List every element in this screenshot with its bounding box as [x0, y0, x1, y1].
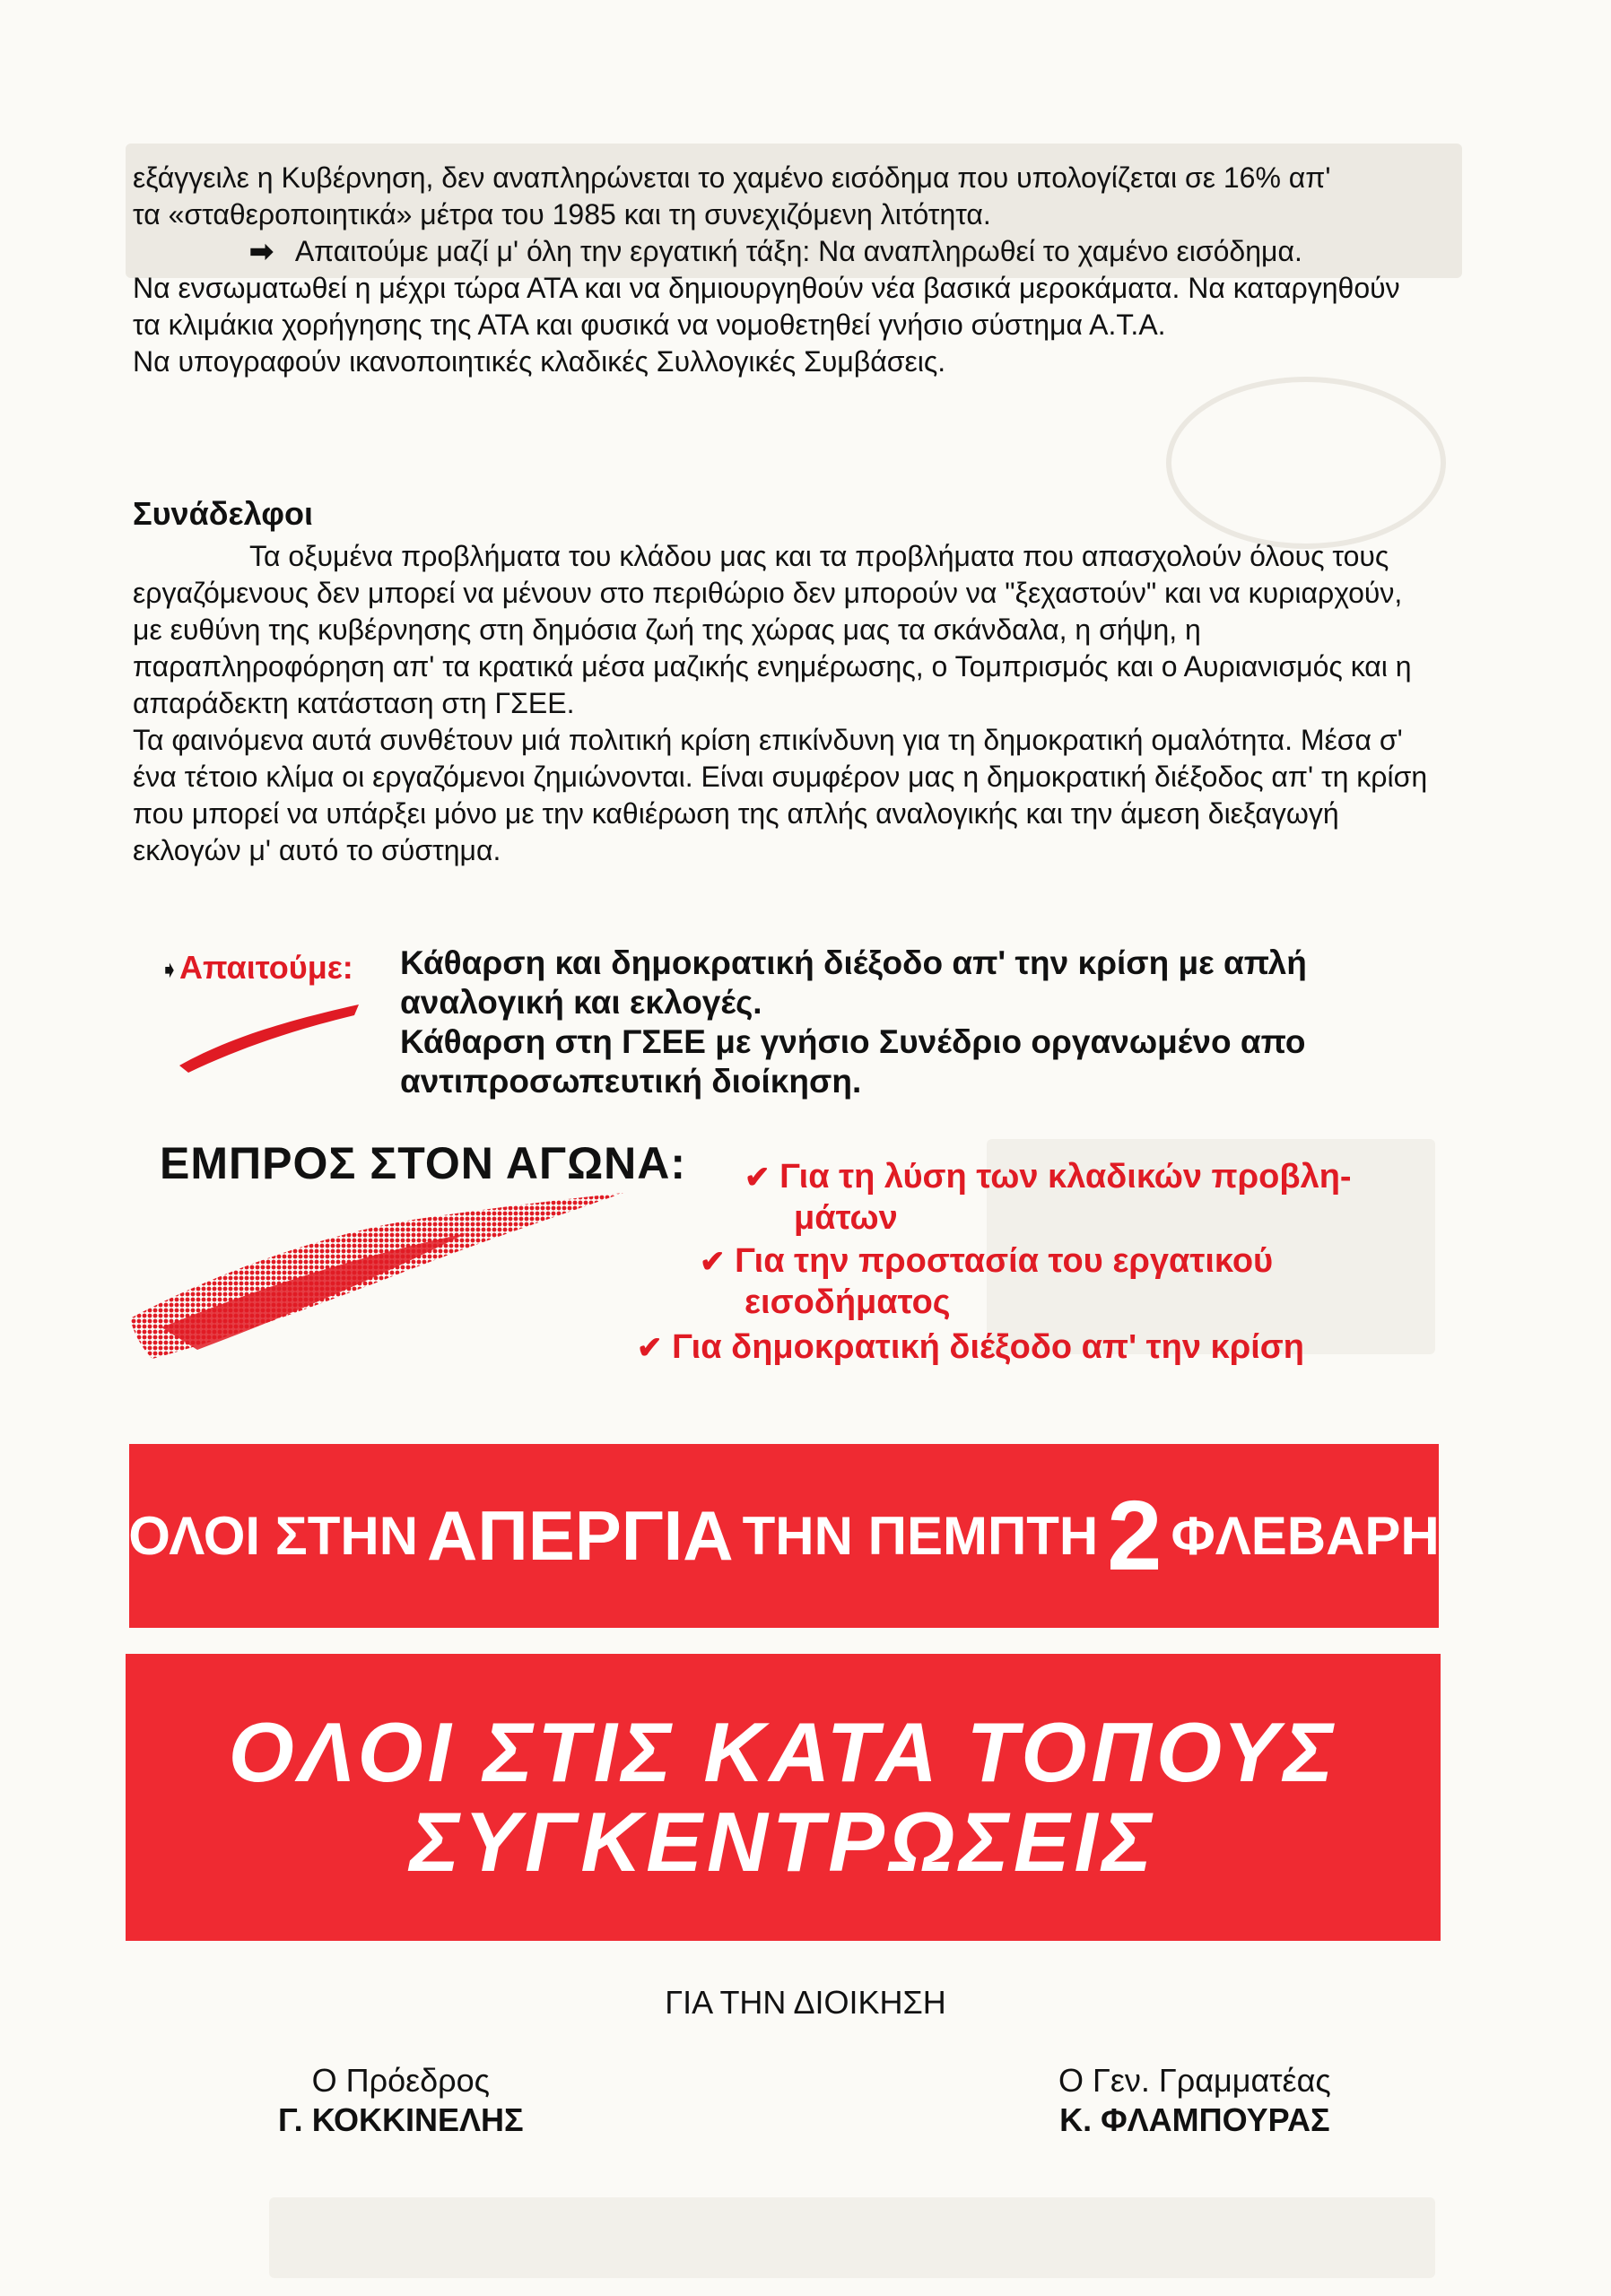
colleagues-paragraph	[133, 538, 1433, 869]
secretary-title: Ο Γεν. Γραμματέας	[1058, 2062, 1331, 2099]
arrow-icon: ➡	[249, 235, 274, 267]
banner1-part4: 2	[1107, 1481, 1163, 1591]
banner2-line2: ΣΥΓΚΕΝΤΡΩΣΕΙΣ	[409, 1795, 1157, 1889]
colleagues-para-1	[133, 538, 1433, 722]
showthrough-lines-lower	[269, 2197, 1435, 2278]
secretary-name: Κ. ΦΛΑΜΠΟΥΡΑΣ	[1059, 2101, 1330, 2138]
colleagues-heading: Συνάδελφοι	[133, 495, 313, 532]
forward-title: ΕΜΠΡΟΣ ΣΤΟΝ ΑΓΩΝΑ:	[160, 1138, 687, 1188]
goal-3-text: Για δημοκρατική διέξοδο απ' την κρίση	[672, 1328, 1305, 1366]
president-name: Γ. ΚΟΚΚΙΝΕΛΗΣ	[278, 2101, 524, 2138]
strike-banner	[129, 1444, 1439, 1628]
bullet-arrow-icon: ➧	[160, 956, 179, 983]
demand-item-2b: αντιπροσωπευτική διοίκηση.	[400, 1063, 862, 1100]
goal-3	[637, 1327, 1304, 1368]
red-brush-stroke-icon	[170, 996, 368, 1076]
intro-demand-line	[133, 233, 1433, 270]
check-icon: ✔	[637, 1331, 663, 1365]
banner1-part2: ΑΠΕΡΓΙΑ	[427, 1496, 734, 1575]
demand-item-1b: αναλογική και εκλογές.	[400, 984, 762, 1021]
check-icon: ✔	[700, 1245, 726, 1279]
intro-line-4: Να ενσωματωθεί η μέχρι τώρα ΑΤΑ και να δημιουργηθούν νέα βασικά μεροκάματα. Να καταργηθούν τα κλιμάκια χορήγησης της ΑΤΑ και φυσικά να νομοθετηθεί γνήσιο σύστημα Α.Τ.Α.	[133, 272, 1400, 341]
signature-secretary	[1058, 2061, 1331, 2140]
goal-2	[700, 1241, 1273, 1282]
rallies-banner	[126, 1654, 1441, 1941]
intro-line-1: εξάγγειλε η Κυβέρνηση, δεν αναπληρώνεται το χαμένο εισόδημα που υπολογίζεται σε 16% απ'	[133, 161, 1331, 194]
for-administration: ΓΙΑ ΤΗΝ ΔΙΟΙΚΗΣΗ	[665, 1984, 946, 2021]
colleagues-para-1-text: Τα οξυμένα προβλήματα του κλάδου μας και τα προβλήματα που απασχολούν όλους τους εργαζόμενους δεν μπορεί να μένουν στο περιθώριο δεν μπορούν να "ξεχαστούν" και να κυριαρχούν, με ευθύνη της κυβέρνησης στη δημόσια ζωή της χώρας μας τα σκάνδαλα, η σήψη, η παραπληροφόρηση απ' τα κρατικά μέσα μαζικής ενημέρωσης, ο Τομπρισμός και ο Αυριανισμός και η απαράδεκτη κατάσταση στη ΓΣΕΕ.	[133, 540, 1412, 719]
demand-item-2a: Κάθαρση στη ΓΣΕΕ με γνήσιο Συνέδριο οργανωμένο απο	[400, 1023, 1306, 1060]
intro-paragraph	[133, 160, 1433, 380]
signature-president	[278, 2061, 524, 2140]
banner1-part3: ΤΗΝ ΠΕΜΠΤΗ	[742, 1506, 1099, 1566]
demands-label: Απαιτούμε:	[179, 949, 353, 986]
goal-2a-text: Για την προστασία του εργατικού	[735, 1242, 1274, 1280]
goal-1a-text: Για τη λύση των κλαδικών προβλη-	[779, 1158, 1352, 1196]
goal-1	[745, 1157, 1352, 1197]
showthrough-oval	[1166, 377, 1446, 549]
demands-list	[400, 944, 1307, 1101]
intro-line-5: Να υπογραφούν ικανοποιητικές κλαδικές Συλλογικές Συμβάσεις.	[133, 345, 946, 378]
president-title: Ο Πρόεδρος	[311, 2062, 491, 2099]
banner1-part1: ΟΛΟΙ ΣΤΗΝ	[128, 1506, 419, 1566]
demand-item-1a: Κάθαρση και δημοκρατική διέξοδο απ' την κρίση με απλή	[400, 944, 1307, 981]
goal-2b-text: εισοδήματος	[745, 1283, 951, 1321]
intro-line-3: Απαιτούμε μαζί μ' όλη την εργατική τάξη: Να αναπληρωθεί το χαμένο εισόδημα.	[294, 235, 1302, 267]
colleagues-para-2: Τα φαινόμενα αυτά συνθέτουν μιά πολιτική κρίση επικίνδυνη για τη δημοκρατική ομαλότητα. Μέσα σ' ένα τέτοιο κλίμα οι εργαζόμενοι ζημιώνονται. Είναι συμφέρον μας η δημοκρατική διέξοδος απ' τη κρίση που μπορεί να υπάρξει μόνο με την καθιέρωση της απλής αναλογικής και την άμεση διεξαγωγή εκλογών μ' αυτό το σύστημα.	[133, 724, 1428, 866]
check-icon: ✔	[745, 1161, 771, 1195]
banner2-line1: ΟΛΟΙ ΣΤΙΣ ΚΑΤΑ ΤΟΠΟΥΣ	[228, 1705, 1338, 1799]
red-brush-stroke-large-icon	[126, 1184, 628, 1363]
intro-line-2: τα «σταθεροποιητικά» μέτρα του 1985 και τη συνεχιζόμενη λιτότητα.	[133, 198, 991, 230]
banner1-part5: ΦΛΕΒΑΡΗ	[1171, 1506, 1440, 1566]
goal-1b-text: μάτων	[794, 1199, 898, 1237]
